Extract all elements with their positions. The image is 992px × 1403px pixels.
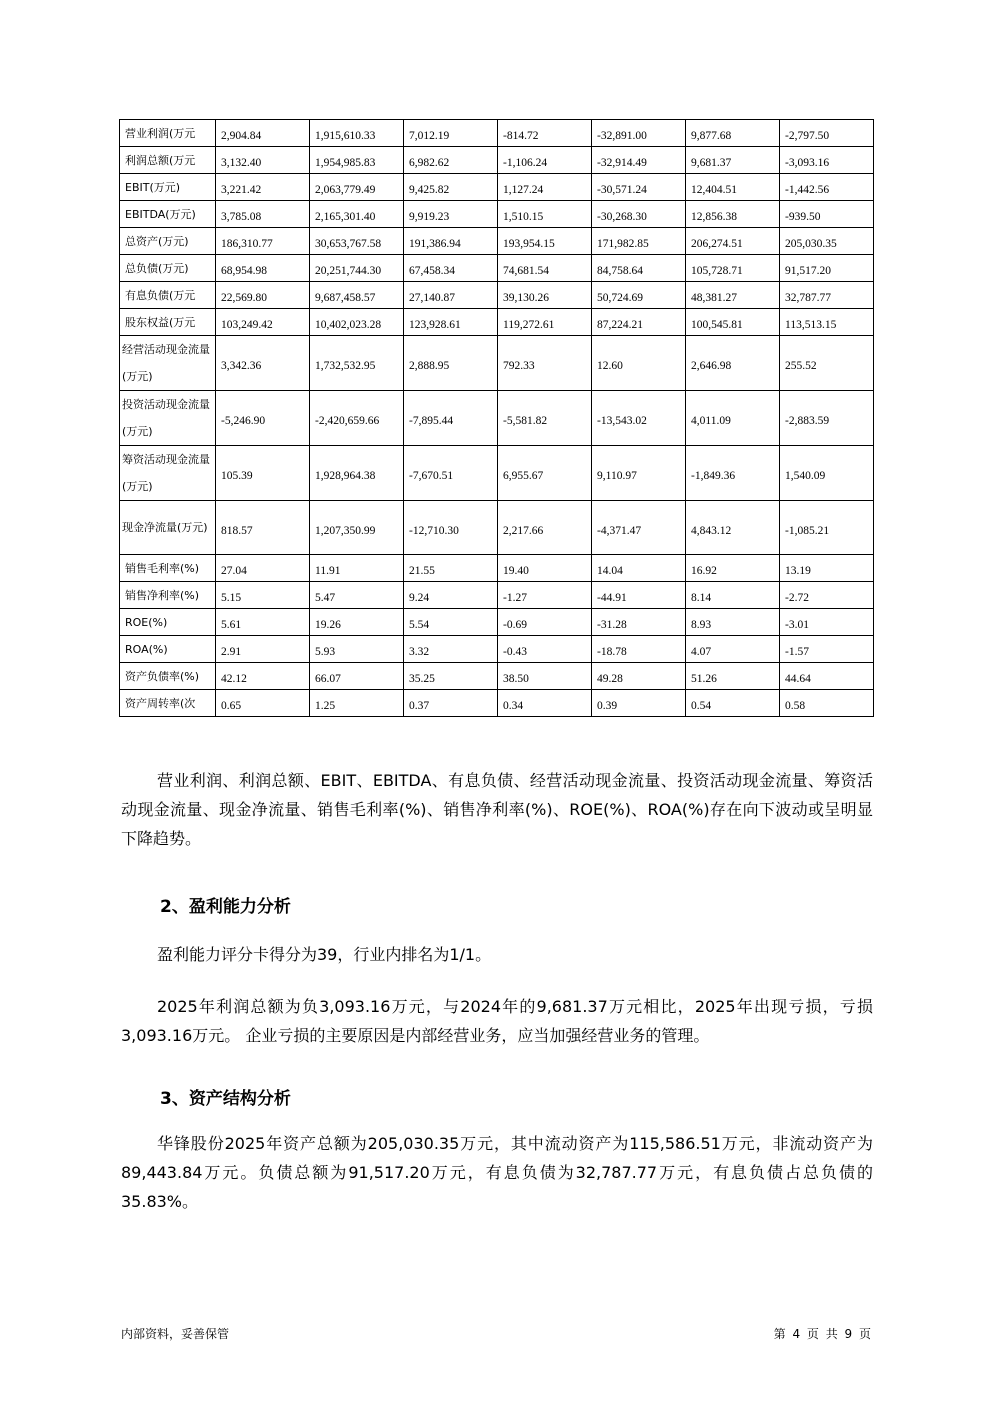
table-row bbox=[120, 282, 874, 309]
table-cell: -2,883.59 bbox=[780, 391, 874, 446]
table-cell: 13.19 bbox=[780, 555, 874, 582]
table-cell: 1.25 bbox=[310, 690, 404, 717]
table-cell: -4,371.47 bbox=[592, 501, 686, 555]
table-cell: 1,732,532.95 bbox=[310, 336, 404, 391]
row-label: 利润总额(万元 bbox=[120, 147, 216, 174]
table-cell: 1,127.24 bbox=[498, 174, 592, 201]
table-cell: -939.50 bbox=[780, 201, 874, 228]
table-cell: 2,888.95 bbox=[404, 336, 498, 391]
table-row bbox=[120, 228, 874, 255]
table-cell: 0.34 bbox=[498, 690, 592, 717]
row-label: 经营活动现金流量(万元) bbox=[120, 336, 216, 391]
table-cell: 12,404.51 bbox=[686, 174, 780, 201]
table-cell: 2.91 bbox=[216, 636, 310, 663]
row-label: ROA(%) bbox=[120, 636, 216, 663]
table-cell: 66.07 bbox=[310, 663, 404, 690]
table-cell: 2,646.98 bbox=[686, 336, 780, 391]
table-cell: 2,217.66 bbox=[498, 501, 592, 555]
table-cell: 30,653,767.58 bbox=[310, 228, 404, 255]
table-cell: 48,381.27 bbox=[686, 282, 780, 309]
table-cell: 3.32 bbox=[404, 636, 498, 663]
table-cell: -3.01 bbox=[780, 609, 874, 636]
table-cell: -0.43 bbox=[498, 636, 592, 663]
table-cell: 16.92 bbox=[686, 555, 780, 582]
table-cell: 7,012.19 bbox=[404, 120, 498, 147]
row-label: 股东权益(万元 bbox=[120, 309, 216, 336]
table-cell: 74,681.54 bbox=[498, 255, 592, 282]
table-row bbox=[120, 663, 874, 690]
trend-summary: 营业利润、利润总额、EBIT、EBITDA、有息负债、经营活动现金流量、投资活动现金流量、筹资活动现金流量、现金净流量、销售毛利率(%)、销售净利率(%)、ROE(%)、ROA(%)存在向下波动或呈明显下降趋势。 bbox=[121, 771, 873, 848]
table-cell: -2.72 bbox=[780, 582, 874, 609]
table-cell: 206,274.51 bbox=[686, 228, 780, 255]
table-cell: 44.64 bbox=[780, 663, 874, 690]
table-row bbox=[120, 609, 874, 636]
table-cell: 19.26 bbox=[310, 609, 404, 636]
table-cell: 105,728.71 bbox=[686, 255, 780, 282]
table-cell: 22,569.80 bbox=[216, 282, 310, 309]
table-cell: 3,342.36 bbox=[216, 336, 310, 391]
table-cell: 50,724.69 bbox=[592, 282, 686, 309]
table-cell: 3,221.42 bbox=[216, 174, 310, 201]
table-cell: 0.58 bbox=[780, 690, 874, 717]
table-row bbox=[120, 336, 874, 391]
section-heading-profitability: 2、盈利能力分析 bbox=[160, 897, 291, 917]
table-cell: 32,787.77 bbox=[780, 282, 874, 309]
table-cell: 171,982.85 bbox=[592, 228, 686, 255]
table-cell: 0.39 bbox=[592, 690, 686, 717]
row-label: 营业利润(万元 bbox=[120, 120, 216, 147]
table-cell: 9,681.37 bbox=[686, 147, 780, 174]
table-cell: -1,106.24 bbox=[498, 147, 592, 174]
table-cell: 4,843.12 bbox=[686, 501, 780, 555]
table-cell: -32,891.00 bbox=[592, 120, 686, 147]
table-cell: 35.25 bbox=[404, 663, 498, 690]
table-cell: 9,110.97 bbox=[592, 446, 686, 501]
row-label: 资产周转率(次 bbox=[120, 690, 216, 717]
table-cell: 91,517.20 bbox=[780, 255, 874, 282]
table-cell: 255.52 bbox=[780, 336, 874, 391]
table-row bbox=[120, 582, 874, 609]
table-cell: 9,919.23 bbox=[404, 201, 498, 228]
table-cell: 12.60 bbox=[592, 336, 686, 391]
table-cell: -31.28 bbox=[592, 609, 686, 636]
table-cell: 8.14 bbox=[686, 582, 780, 609]
table-cell: 19.40 bbox=[498, 555, 592, 582]
financial-table-body bbox=[120, 120, 874, 717]
row-label: 销售毛利率(%) bbox=[120, 555, 216, 582]
row-label: EBITDA(万元) bbox=[120, 201, 216, 228]
table-cell: -814.72 bbox=[498, 120, 592, 147]
table-cell: -1.57 bbox=[780, 636, 874, 663]
table-cell: 105.39 bbox=[216, 446, 310, 501]
table-row bbox=[120, 147, 874, 174]
table-cell: 3,132.40 bbox=[216, 147, 310, 174]
table-cell: 193,954.15 bbox=[498, 228, 592, 255]
table-cell: -5,246.90 bbox=[216, 391, 310, 446]
table-cell: 39,130.26 bbox=[498, 282, 592, 309]
table-cell: 5.54 bbox=[404, 609, 498, 636]
table-cell: 9,877.68 bbox=[686, 120, 780, 147]
profitability-score: 盈利能力评分卡得分为39，行业内排名为1/1。 bbox=[157, 945, 492, 964]
table-row bbox=[120, 555, 874, 582]
table-cell: 20,251,744.30 bbox=[310, 255, 404, 282]
table-cell: 84,758.64 bbox=[592, 255, 686, 282]
table-cell: 792.33 bbox=[498, 336, 592, 391]
table-row bbox=[120, 174, 874, 201]
table-cell: -7,670.51 bbox=[404, 446, 498, 501]
table-cell: 1,915,610.33 bbox=[310, 120, 404, 147]
table-cell: 0.37 bbox=[404, 690, 498, 717]
table-row bbox=[120, 446, 874, 501]
table-cell: 6,955.67 bbox=[498, 446, 592, 501]
table-cell: 119,272.61 bbox=[498, 309, 592, 336]
table-cell: 10,402,023.28 bbox=[310, 309, 404, 336]
table-cell: 6,982.62 bbox=[404, 147, 498, 174]
table-cell: -30,268.30 bbox=[592, 201, 686, 228]
table-cell: 67,458.34 bbox=[404, 255, 498, 282]
table-cell: 38.50 bbox=[498, 663, 592, 690]
table-cell: 100,545.81 bbox=[686, 309, 780, 336]
table-cell: -3,093.16 bbox=[780, 147, 874, 174]
table-cell: 186,310.77 bbox=[216, 228, 310, 255]
table-cell: -44.91 bbox=[592, 582, 686, 609]
section-heading-asset-structure: 3、资产结构分析 bbox=[160, 1089, 291, 1109]
table-cell: 5.15 bbox=[216, 582, 310, 609]
table-cell: -18.78 bbox=[592, 636, 686, 663]
row-label: 投资活动现金流量(万元) bbox=[120, 391, 216, 446]
table-cell: 42.12 bbox=[216, 663, 310, 690]
table-cell: 0.54 bbox=[686, 690, 780, 717]
table-cell: 1,540.09 bbox=[780, 446, 874, 501]
footer-confidential-note: 内部资料，妥善保管 bbox=[121, 1327, 230, 1341]
table-cell: 9.24 bbox=[404, 582, 498, 609]
table-cell: 1,954,985.83 bbox=[310, 147, 404, 174]
table-cell: 205,030.35 bbox=[780, 228, 874, 255]
row-label: 有息负债(万元 bbox=[120, 282, 216, 309]
row-label: 总资产(万元) bbox=[120, 228, 216, 255]
table-row bbox=[120, 690, 874, 717]
table-row bbox=[120, 501, 874, 555]
profit-analysis: 2025年利润总额为负3,093.16万元，与2024年的9,681.37万元相比，2025年出现亏损，亏损3,093.16万元。 企业亏损的主要原因是内部经营业务，应当加强经营业务的管理。 bbox=[121, 997, 873, 1045]
table-cell: 4.07 bbox=[686, 636, 780, 663]
table-cell: 27.04 bbox=[216, 555, 310, 582]
table-cell: -12,710.30 bbox=[404, 501, 498, 555]
table-cell: 2,165,301.40 bbox=[310, 201, 404, 228]
table-cell: 3,785.08 bbox=[216, 201, 310, 228]
table-cell: -5,581.82 bbox=[498, 391, 592, 446]
footer-page-number: 第 4 页 共 9 页 bbox=[773, 1327, 871, 1341]
table-cell: -1.27 bbox=[498, 582, 592, 609]
table-cell: -2,420,659.66 bbox=[310, 391, 404, 446]
table-cell: 21.55 bbox=[404, 555, 498, 582]
asset-structure-text: 华锋股份2025年资产总额为205,030.35万元，其中流动资产为115,586.51万元，非流动资产为89,443.84万元。负债总额为91,517.20万元，有息负债为32,787.77万元，有息负债占总负债的35.83%。 bbox=[121, 1134, 873, 1211]
table-cell: -13,543.02 bbox=[592, 391, 686, 446]
table-cell: -1,849.36 bbox=[686, 446, 780, 501]
table-cell: 9,425.82 bbox=[404, 174, 498, 201]
table-cell: 113,513.15 bbox=[780, 309, 874, 336]
row-label: 筹资活动现金流量(万元) bbox=[120, 446, 216, 501]
table-cell: -1,085.21 bbox=[780, 501, 874, 555]
table-cell: 1,928,964.38 bbox=[310, 446, 404, 501]
table-cell: 9,687,458.57 bbox=[310, 282, 404, 309]
table-cell: -2,797.50 bbox=[780, 120, 874, 147]
table-row bbox=[120, 120, 874, 147]
table-cell: 123,928.61 bbox=[404, 309, 498, 336]
table-cell: 1,510.15 bbox=[498, 201, 592, 228]
table-cell: 68,954.98 bbox=[216, 255, 310, 282]
financial-table bbox=[119, 119, 874, 717]
table-row bbox=[120, 201, 874, 228]
table-cell: 11.91 bbox=[310, 555, 404, 582]
table-cell: 191,386.94 bbox=[404, 228, 498, 255]
table-cell: -32,914.49 bbox=[592, 147, 686, 174]
row-label: EBIT(万元) bbox=[120, 174, 216, 201]
table-row bbox=[120, 309, 874, 336]
table-cell: 5.93 bbox=[310, 636, 404, 663]
row-label: 总负债(万元) bbox=[120, 255, 216, 282]
table-cell: -7,895.44 bbox=[404, 391, 498, 446]
table-cell: 12,856.38 bbox=[686, 201, 780, 228]
table-cell: -30,571.24 bbox=[592, 174, 686, 201]
row-label: 资产负债率(%) bbox=[120, 663, 216, 690]
table-cell: 8.93 bbox=[686, 609, 780, 636]
table-cell: 27,140.87 bbox=[404, 282, 498, 309]
table-cell: 103,249.42 bbox=[216, 309, 310, 336]
table-cell: 818.57 bbox=[216, 501, 310, 555]
table-cell: 2,904.84 bbox=[216, 120, 310, 147]
row-label: 销售净利率(%) bbox=[120, 582, 216, 609]
table-row bbox=[120, 391, 874, 446]
table-cell: -1,442.56 bbox=[780, 174, 874, 201]
table-cell: 2,063,779.49 bbox=[310, 174, 404, 201]
row-label: 现金净流量(万元) bbox=[120, 501, 216, 555]
row-label: ROE(%) bbox=[120, 609, 216, 636]
table-cell: 1,207,350.99 bbox=[310, 501, 404, 555]
table-cell: -0.69 bbox=[498, 609, 592, 636]
table-cell: 0.65 bbox=[216, 690, 310, 717]
table-cell: 14.04 bbox=[592, 555, 686, 582]
table-cell: 4,011.09 bbox=[686, 391, 780, 446]
table-cell: 87,224.21 bbox=[592, 309, 686, 336]
table-cell: 5.61 bbox=[216, 609, 310, 636]
table-cell: 49.28 bbox=[592, 663, 686, 690]
table-cell: 51.26 bbox=[686, 663, 780, 690]
table-row bbox=[120, 636, 874, 663]
table-cell: 5.47 bbox=[310, 582, 404, 609]
table-row bbox=[120, 255, 874, 282]
